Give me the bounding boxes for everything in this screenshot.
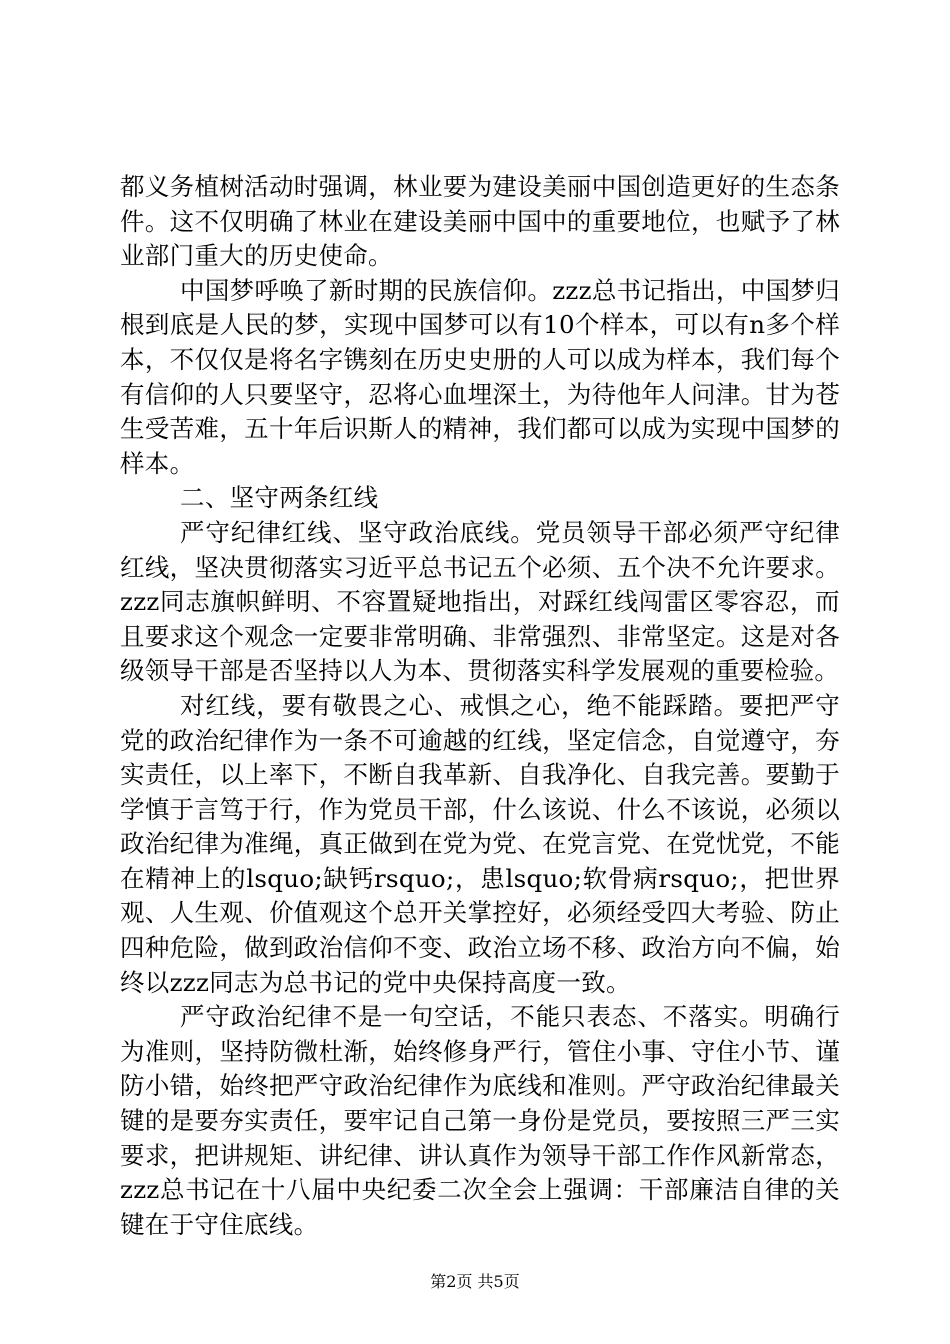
section-heading: 二、坚守两条红线 xyxy=(180,483,379,513)
paragraph-political-discipline: 严守政治纪律不是一句空话，不能只表态、不落实。明确行为准则，坚持防微杜渐，始终修身严行，管住小事、守住小节、谨防小错，始终把严守政治纪律作为底线和准则。严守政治纪律最关键的是要夯实责任，要牢记自己第一身份是党员，要按照三严三实要求，把讲规矩、讲纪律、讲认真作为领导干部工作作风新常态，zzz总书记在十八届中央纪委二次全会上强调：干部廉洁自律的关键在于守住底线。 xyxy=(120,1002,840,1239)
paragraph-continuation: 都义务植树活动时强调，林业要为建设美丽中国创造更好的生态条件。这不仅明确了林业在建设美丽中国中的重要地位，也赋予了林业部门重大的历史使命。 xyxy=(120,172,840,271)
paragraph-respect-red-line: 对红线，要有敬畏之心、戒惧之心，绝不能踩踏。要把严守党的政治纪律作为一条不可逾越的红线，坚定信念，自觉遵守，夯实责任，以上率下，不断自我革新、自我净化、自我完善。要勤于学慎于言笃于行，作为党员干部，什么该说、什么不该说，必须以政治纪律为准绳，真正做到在党为党、在党言党、在党忧党，不能在精神上的lsquo;缺钙rsquo;，患lsquo;软骨病rsquo;，把世界观、人生观、价值观这个总开关掌控好，必须经受四大考验、防止四种危险，做到政治信仰不变、政治立场不移、政治方向不偏，始终以zzz同志为总书记的党中央保持高度一致。 xyxy=(120,690,840,997)
paragraph-chinese-dream: 中国梦呼唤了新时期的民族信仰。zzz总书记指出，中国梦归根到底是人民的梦，实现中国梦可以有10个样本，可以有n多个样本，不仅仅是将名字镌刻在历史史册的人可以成为样本，我们每个有信仰的人只要坚守，忍将心血埋深土，为待他年人问津。甘为苍生受苦难，五十年后识斯人的精神，我们都可以成为实现中国梦的样本。 xyxy=(120,275,840,478)
paragraph-red-line: 严守纪律红线、坚守政治底线。党员领导干部必须严守纪律红线，坚决贯彻落实习近平总书记五个必须、五个决不允许要求。zzz同志旗帜鲜明、不容置疑地指出，对踩红线闯雷区零容忍，而且要求这个观念一定要非常明确、非常强烈、非常坚定。这是对各级领导干部是否坚持以人为本、贯彻落实科学发展观的重要检验。 xyxy=(120,517,840,686)
page-footer: 第2页 共5页 xyxy=(430,1272,520,1291)
document-body xyxy=(120,170,840,1242)
